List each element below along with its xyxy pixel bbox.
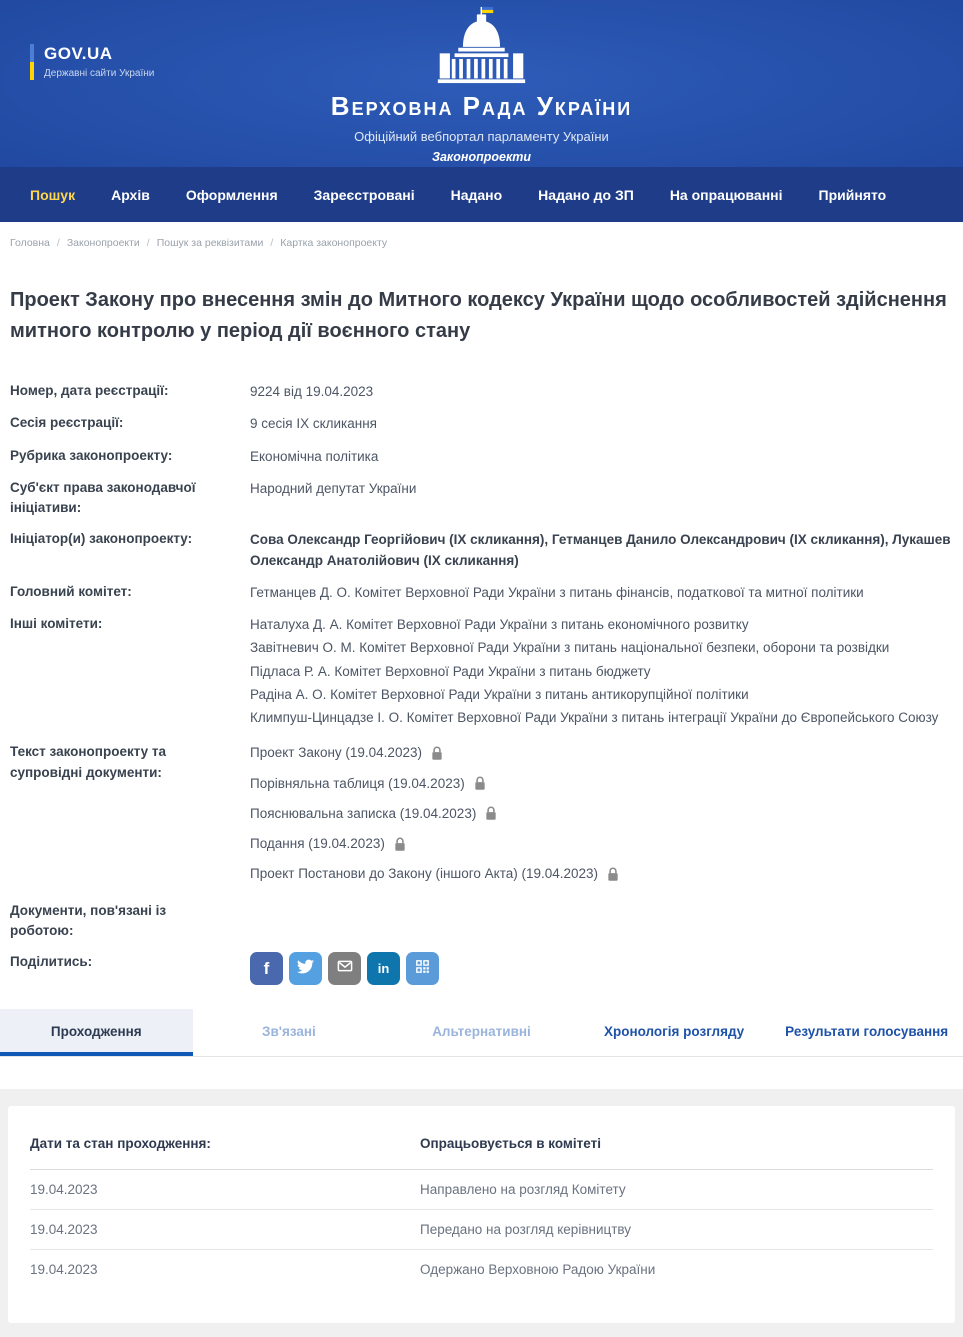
detail-row-subject — [10, 478, 953, 519]
tab-zviazani[interactable]: Зв'язані — [261, 1024, 316, 1039]
main-nav — [0, 167, 963, 222]
related-docs-label: Документи, пов'язані із роботою: — [10, 902, 167, 938]
rubric-label: Рубрика законопроекту: — [10, 447, 173, 463]
page-title: Проект Закону про внесення змін до Митного кодексу України щодо особливостей здійснення митного контролю у період дії воєнного стану — [10, 289, 947, 342]
tab-khronolohiia[interactable]: Хронологія розгляду — [603, 1024, 745, 1039]
bill-details — [10, 381, 953, 985]
status-table-row — [30, 1250, 933, 1289]
detail-row-initiators — [10, 529, 953, 571]
breadcrumb-poshuk-rekvizyty[interactable]: / Пошук за реквізитами — [140, 237, 264, 249]
status-header-state: Опрацьовується в комітеті — [420, 1136, 601, 1151]
detail-row-session — [10, 413, 953, 434]
detail-row-registration — [10, 381, 953, 402]
nav-item-na-opratsiuvanni[interactable]: На опрацюванні — [669, 186, 783, 203]
document-link[interactable] — [250, 804, 619, 824]
parliament-building-icon — [419, 71, 544, 88]
status-row-date: 19.04.2023 — [30, 1262, 98, 1277]
govua-subtitle: Державні сайти України — [44, 67, 155, 79]
breadcrumb-current-page: / Картка законопроекту — [263, 237, 387, 249]
share-buttons — [250, 952, 439, 985]
status-row-status: Направлено на розгляд Комітету — [420, 1182, 626, 1197]
facebook-icon: f — [263, 958, 270, 978]
committee-item: Радіна А. О. Комітет Верховної Ради України з питань антикорупційної політики — [250, 686, 749, 702]
main-committee-value: Гетманцев Д. О. Комітет Верховної Ради України з питань фінансів, податкової та митної політики — [250, 584, 864, 600]
document-link-label: Пояснювальна записка (19.04.2023) — [250, 805, 477, 821]
tab-prokhodzhennia[interactable]: Проходження — [0, 1009, 193, 1056]
share-label: Поділитись: — [10, 954, 93, 969]
document-link[interactable] — [250, 834, 619, 854]
tab-rezultaty-holosuvannia[interactable]: Результати голосування — [785, 1024, 949, 1039]
subject-label: Суб'єкт права законодавчої ініціативи: — [10, 479, 196, 515]
nav-item-poshuk[interactable]: Пошук — [30, 186, 76, 203]
lock-icon — [431, 746, 443, 761]
site-header — [0, 0, 963, 167]
detail-row-other-committees — [10, 614, 953, 731]
registration-value: 9224 від 19.04.2023 — [250, 384, 374, 399]
document-link[interactable] — [250, 864, 619, 884]
share-linkedin-button[interactable] — [367, 952, 400, 985]
rada-logo[interactable] — [0, 6, 963, 164]
nav-item-nadano[interactable]: Надано — [450, 186, 503, 203]
document-link-label: Проект Закону (19.04.2023) — [250, 745, 422, 761]
share-qrcode-button[interactable] — [406, 952, 439, 985]
documents-label: Текст законопроекту та супровідні документи: — [10, 744, 167, 780]
status-row-date: 19.04.2023 — [30, 1182, 98, 1197]
detail-row-documents — [10, 742, 953, 884]
linkedin-icon: in — [377, 961, 390, 976]
twitter-icon — [297, 958, 314, 980]
nav-item-oformlennia[interactable]: Оформлення — [185, 186, 278, 203]
section-tabs — [0, 1009, 963, 1057]
subject-value: Народний депутат України — [250, 480, 417, 496]
qr-code-icon — [414, 958, 431, 980]
session-value: 9 сесія IX скликання — [250, 416, 377, 432]
share-twitter-button[interactable] — [289, 952, 322, 985]
main-committee-label: Головний комітет: — [10, 583, 132, 599]
initiators-label: Ініціатор(и) законопроекту: — [10, 531, 193, 547]
status-row-date: 19.04.2023 — [30, 1222, 98, 1237]
rubric-value: Економічна політика — [250, 448, 379, 464]
email-icon — [336, 957, 354, 980]
share-facebook-button[interactable] — [250, 952, 283, 985]
status-row-status: Одержано Верховною Радою України — [420, 1262, 656, 1277]
status-card — [8, 1106, 955, 1323]
detail-row-rubric — [10, 446, 953, 467]
other-committees-label: Інші комітети: — [10, 616, 103, 631]
breadcrumb-zakonoproekty[interactable]: / Законопроекти — [50, 237, 140, 249]
committee-item: Завітневич О. М. Комітет Верховної Ради України з питань національної безпеки, оборони та розвідки — [250, 640, 890, 656]
nav-item-zareiestrovani[interactable]: Зареєстровані — [313, 186, 415, 203]
share-email-button[interactable] — [328, 952, 361, 985]
status-section — [0, 1089, 963, 1337]
committee-item: Климпуш-Цинцадзе І. О. Комітет Верховної Ради України з питань інтеграції України до Європейського Союзу — [250, 710, 939, 725]
status-table-header — [30, 1128, 933, 1170]
lock-icon — [394, 837, 406, 852]
lock-icon — [607, 867, 619, 882]
committee-item: Підласа Р. А. Комітет Верховної Ради України з питань бюджету — [250, 663, 651, 679]
govua-title: GOV.UA — [44, 44, 113, 63]
initiators-value: Сова Олександр Георгійович (IX скликання), Гетманцев Данило Олександрович (IX скликання), Лукашев Олександр Анатолійович (IX скликання) — [250, 532, 951, 568]
detail-row-share — [10, 952, 953, 985]
status-row-status: Передано на розгляд керівництву — [420, 1222, 632, 1237]
document-link-label: Подання (19.04.2023) — [250, 836, 385, 851]
document-link[interactable] — [250, 774, 619, 794]
detail-row-main-committee — [10, 582, 953, 603]
site-title: Верховна Рада України — [330, 91, 633, 121]
site-subtitle: Офіційний вебпортал парламенту України — [354, 129, 609, 144]
document-link-label: Порівняльна таблиця (19.04.2023) — [250, 775, 465, 791]
detail-row-related-docs — [10, 901, 953, 942]
breadcrumb — [0, 222, 963, 255]
status-table-row — [30, 1210, 933, 1250]
site-section-label: Законопроекти — [431, 150, 532, 164]
registration-label: Номер, дата реєстрації: — [10, 383, 169, 398]
nav-item-arkhiv[interactable]: Архів — [111, 186, 150, 203]
breadcrumb-home[interactable]: Головна — [10, 237, 50, 249]
lock-icon — [485, 806, 497, 821]
tab-alternatyvni[interactable]: Альтернативні — [432, 1024, 531, 1039]
document-link[interactable] — [250, 743, 619, 763]
session-label: Сесія реєстрації: — [10, 415, 124, 431]
nav-item-pryiniato[interactable]: Прийнято — [818, 186, 887, 203]
status-header-dates: Дати та стан проходження: — [30, 1136, 211, 1151]
nav-item-nadano-do-zp[interactable]: Надано до ЗП — [538, 186, 634, 203]
committee-item: Наталуха Д. А. Комітет Верховної Ради України з питань економічного розвитку — [250, 617, 749, 632]
document-link-label: Проект Постанови до Закону (іншого Акта) (19.04.2023) — [250, 866, 599, 882]
lock-icon — [474, 776, 486, 791]
status-table-row — [30, 1170, 933, 1210]
